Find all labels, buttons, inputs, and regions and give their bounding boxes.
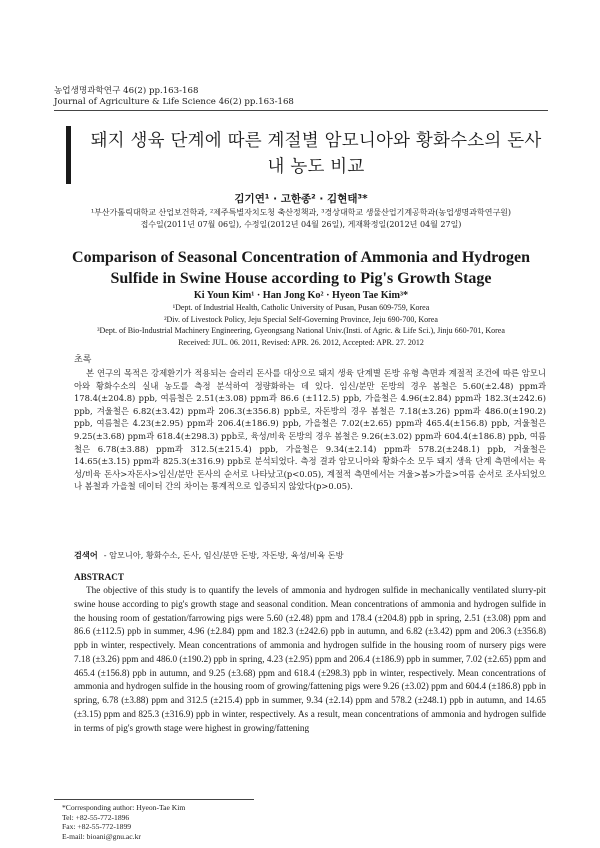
abstract-en-text: The objective of this study is to quantify the levels of ammonia and hydrogen sulfide in mechanically ventilated slurry-pit swine house according to pig's growth stage and seasonal condition. Mean concentrations of ammonia and hydrogen sulfide in the housing room of gestation/farrowing pigs were 5.60 (±2.48) ppm and 178.4 (±204.8) ppb in spring, 2.51 (±3.08) ppm and 86.6 (±112.5) ppb in summer, 4.96 (±2.84) ppm and 182.3 (±242.6) ppb in autumn, and 6.82 (±3.42) ppm and 206.3 (±356.8) ppb in winter, respectively. Mean concentrations of ammonia and hydrogen sulfide in the housing room of nursery pigs were 7.18 (±3.26) ppm and 486.0 (±190.2) ppb in spring, 4.23 (±2.95) ppm and 206.4 (±186.9) ppb in summer, 7.02 (±2.65) ppm and 465.4 (±156.8) ppb in autumn, and 9.25 (±3.68) ppm and 618.4 (±298.3) ppb in winter, respectively. Mean concentrations of ammonia and hydrogen sulfide in the housing room of growing/fattening pigs were 9.26 (±3.02) ppm and 604.4 (±186.8) ppb in spring, 6.78 (±3.88) ppm and 312.5 (±215.4) ppb in summer, 9.34 (±2.14) ppm and 578.2 (±248.1) ppb in autumn, and 14.65 (±3.15) ppm and 825.3 (±316.9) ppb in winter, respectively. As a result, mean concentrations of ammonia and hydrogen sulfide in terms of pig's growth stage were highest in growing/fattening (74, 585, 546, 733)
abstract-ko-heading: 초록 (74, 355, 92, 365)
abstract-ko-text: 본 연구의 목적은 강제환기가 적용되는 슬러리 돈사를 대상으로 돼지 생육 단계별 돈방 유형 측면과 계절적 조건에 따른 암모니아와 황화수소의 실내 농도를 측정 분석하여 정량화하는 데 있다. 임신/분만 돈방의 경우 봄철은 5.60(±2.48) ppm과 178.4(±204.8) ppb, 여름철은 2.51(±3.08) ppm과 86.6 (±112.5) ppb, 가을철은 4.96(±2.84) ppm과 182.3(±242.6) ppb, 겨울철은 6.82(±3.42) ppm과 206.3(±356.8) ppb로, 자돈방의 경우 봄철은 7.18(±3.26) ppm과 486.0(±190.2) ppb, 여름철은 4.23(±2.95) ppm과 206.4(±186.9) ppb, 가을철은 7.02(±2.65) ppm과 465.4(±156.8) ppb, 겨울철은 9.25(±3.68) ppm과 618.4(±298.3) ppb로, 육성/비육 돈방의 경우 봄철은 9.26(±3.02) ppm과 604.4(±186.8) ppb, 여름철은 6.78(±3.88) ppm과 312.5(±215.4) ppb, 가을철은 9.34(±2.14) ppm과 578.2(±248.1) ppb, 겨울철은 14.65(±3.15) ppm과 825.3(±316.9) ppb로 분석되었다. 측정 결과 암모니아와 황화수소 모두 돼지 생육 단계 측면에서는 육성/비육 돈사>자돈사>임신/분만 돈사의 순서로 나타났고(p<0.05), 계절적 측면에서는 겨울>봄>가을>여름 순서로 조사되었으나 봄철과 가을철 데이터 간의 차이는 통계적으로 입증되지 않았다(p>0.05). (74, 368, 546, 492)
footnote-email: E-mail: bioani@gnu.ac.kr (62, 831, 141, 841)
title-accent-bar (66, 126, 71, 184)
running-header (54, 86, 554, 108)
footnote-divider (54, 799, 254, 800)
affiliation-en-1: ¹Dept. of Industrial Health, Catholic University of Pusan, Pusan 609-759, Korea (172, 303, 430, 312)
affiliation-en-2: ²Div. of Livestock Policy, Jeju Special Self-Governing Province, Jeju 690-700, Korea (164, 314, 438, 324)
header-journal-ko: 농업생명과학연구 46(2) pp.163-168 (54, 86, 199, 96)
footnote-tel: Tel: +82-55-772-1896 (62, 812, 130, 822)
dates-ko: 접수일(2011년 07월 06일), 수정일(2012년 04월 26일), 게재확정일(2012년 04월 27일) (140, 220, 462, 229)
keywords-ko-text: - 암모니아, 황화수소, 돈사, 임신/분만 돈방, 자돈방, 육성/비육 돈방 (103, 550, 344, 560)
paper-title-en: Comparison of Seasonal Concentration of Ammonia and Hydrogen Sulfide in Swine House according to Pig's Growth Stage (72, 249, 530, 287)
affiliations-ko-block (54, 207, 548, 231)
header-divider (54, 110, 548, 111)
keywords-ko (74, 549, 546, 561)
korean-title-block (54, 126, 548, 184)
paper-title-ko: 돼지 생육 단계에 따른 계절별 암모니아와 황화수소의 돈사 내 농도 비교 (90, 131, 542, 177)
dates-en: Received: JUL. 06. 2011, Revised: APR. 26. 2012, Accepted: APR. 27. 2012 (178, 338, 424, 347)
affiliation-en-3: ³Dept. of Bio-Industrial Machinery Engineering, Gyeongsang National Univ.(Insti. of Agric. & Life Sci.), Jinju 660-701, Korea (97, 326, 505, 335)
authors-en: Ki Youn Kim¹ · Han Jong Ko² · Hyeon Tae Kim³* (193, 290, 409, 301)
header-journal-en: Journal of Agriculture & Life Science 46(2) pp.163-168 (54, 97, 294, 107)
affiliations-en (54, 302, 548, 337)
footnote-fax: Fax: +82-55-772-1899 (62, 822, 132, 832)
footnote-author: *Corresponding author: Hyeon-Tae Kim (62, 803, 186, 812)
abstract-en-heading: ABSTRACT (74, 572, 125, 582)
affiliations-ko: ¹부산가톨릭대학교 산업보건학과, ²제주특별자치도청 축산정책과, ³경상대학교 생물산업기계공학과(농업생명과학연구원) (90, 208, 512, 217)
authors-ko: 김기연¹ · 고한종² · 김현태³* (234, 193, 368, 205)
corresponding-author-footnote (62, 803, 362, 841)
keywords-ko-label: 검색어 (74, 550, 98, 560)
